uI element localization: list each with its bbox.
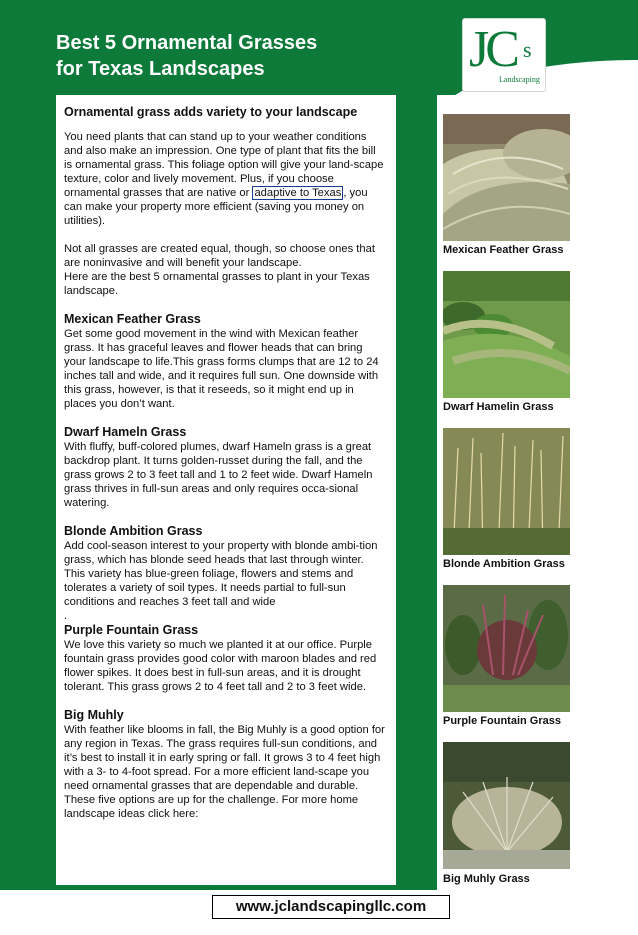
section-trail-blonde-ambition: . — [64, 610, 68, 622]
company-logo — [462, 18, 546, 92]
section-title-big-muhly: Big Muhly — [64, 708, 124, 722]
intro-text-b: , you can make your property more efficient (saving you money on utilities). — [64, 187, 368, 227]
website-link[interactable]: www.jclandscapingllc.com — [212, 895, 450, 919]
logo-letters: JC — [469, 21, 516, 78]
logo-subtitle: Landscaping — [499, 75, 540, 84]
photo-blonde-ambition-grass — [443, 428, 570, 555]
page-title — [56, 30, 317, 82]
title-line-1: Best 5 Ornamental Grasses — [56, 32, 318, 54]
intro-heading: Ornamental grass adds variety to your landscape — [64, 105, 358, 119]
caption-dwarf-hamelin-grass: Dwarf Hamelin Grass — [443, 401, 554, 413]
caption-purple-fountain-grass: Purple Fountain Grass — [443, 715, 561, 727]
photo-purple-fountain-grass — [443, 585, 570, 712]
section-body-big-muhly: With feather like blooms in fall, the Big Muhly is a good option for any region in Texas. The grass requires full-sun conditions, and it’s best to install it in early spring or fall. It grows 3 to 4 feet high with a 3- to 4-foot spread. For a more efficient land-scape you need ornamental grasses that are dependable and durable. These five options are up for the challenge. For more home landscape ideas click here: — [64, 724, 385, 820]
intro-paragraph-3: Here are the best 5 ornamental grasses to plant in your Texas landscape. — [64, 271, 370, 297]
intro-text-a: You need plants that can stand up to your weather conditions and also make an impression. One type of plant that fits the bill is ornamental grass. This foliage option will give your land-scape texture, color and lively movement. Plus, if you choose ornamental grasses that are native or — [64, 131, 384, 199]
intro-paragraph-1 — [64, 130, 386, 228]
section-body-purple-fountain: We love this variety so much we planted it at our office. Purple fountain grass provides good color with maroon blades and red flower spikes. It does best in full-sun areas, and it is drought tolerant. This grass grows 2 to 4 feet tall and 2 to 3 feet wide. — [64, 639, 377, 693]
intro-paragraph-2: Not all grasses are created equal, though, so choose ones that are noninvasive and will benefit your landscape. — [64, 243, 375, 269]
section-title-dwarf-hameln: Dwarf Hameln Grass — [64, 425, 187, 439]
section-body-mexican-feather: Get some good movement in the wind with Mexican feather grass. It has graceful leaves and flower heads that can bring your landscape to life.This grass forms clumps that are 12 to 24 inches tall and wide, and it requires full sun. One downside with this grass, however, is that it reseeds, so it might end up in places you don’t want. — [64, 328, 379, 410]
photo-dwarf-hamelin-grass — [443, 271, 570, 398]
section-body-dwarf-hameln: With fluffy, buff-colored plumes, dwarf Hameln grass is a great backdrop plant. It turns golden-russet during the fall, and the grass grows 2 to 3 feet tall and 1 to 2 feet wide. Dwarf Hameln grass thrives in full-sun areas and only requires occa-sional watering. — [64, 441, 373, 509]
adaptive-to-texas-link[interactable]: adaptive to Texas — [254, 187, 342, 199]
caption-blonde-ambition-grass: Blonde Ambition Grass — [443, 558, 565, 570]
title-line-2: for Texas Landscapes — [56, 58, 265, 80]
caption-big-muhly-grass: Big Muhly Grass — [443, 873, 530, 885]
caption-mexican-feather-grass: Mexican Feather Grass — [443, 244, 564, 256]
section-body-blonde-ambition: Add cool-season interest to your property with blonde ambi-tion grass, which has blonde seed heads that last through winter. This variety has blue-green foliage, flowers and stems and tolerates a variety of soil types. It needs partial to full-sun conditions and reaches 3 feet tall and wide — [64, 540, 378, 608]
section-title-purple-fountain: Purple Fountain Grass — [64, 623, 199, 637]
photo-big-muhly-grass — [443, 742, 570, 869]
article-panel — [56, 95, 396, 885]
section-title-blonde-ambition: Blonde Ambition Grass — [64, 524, 203, 538]
logo-s: s — [523, 37, 532, 62]
section-title-mexican-feather: Mexican Feather Grass — [64, 312, 201, 326]
photo-mexican-feather-grass — [443, 114, 570, 241]
